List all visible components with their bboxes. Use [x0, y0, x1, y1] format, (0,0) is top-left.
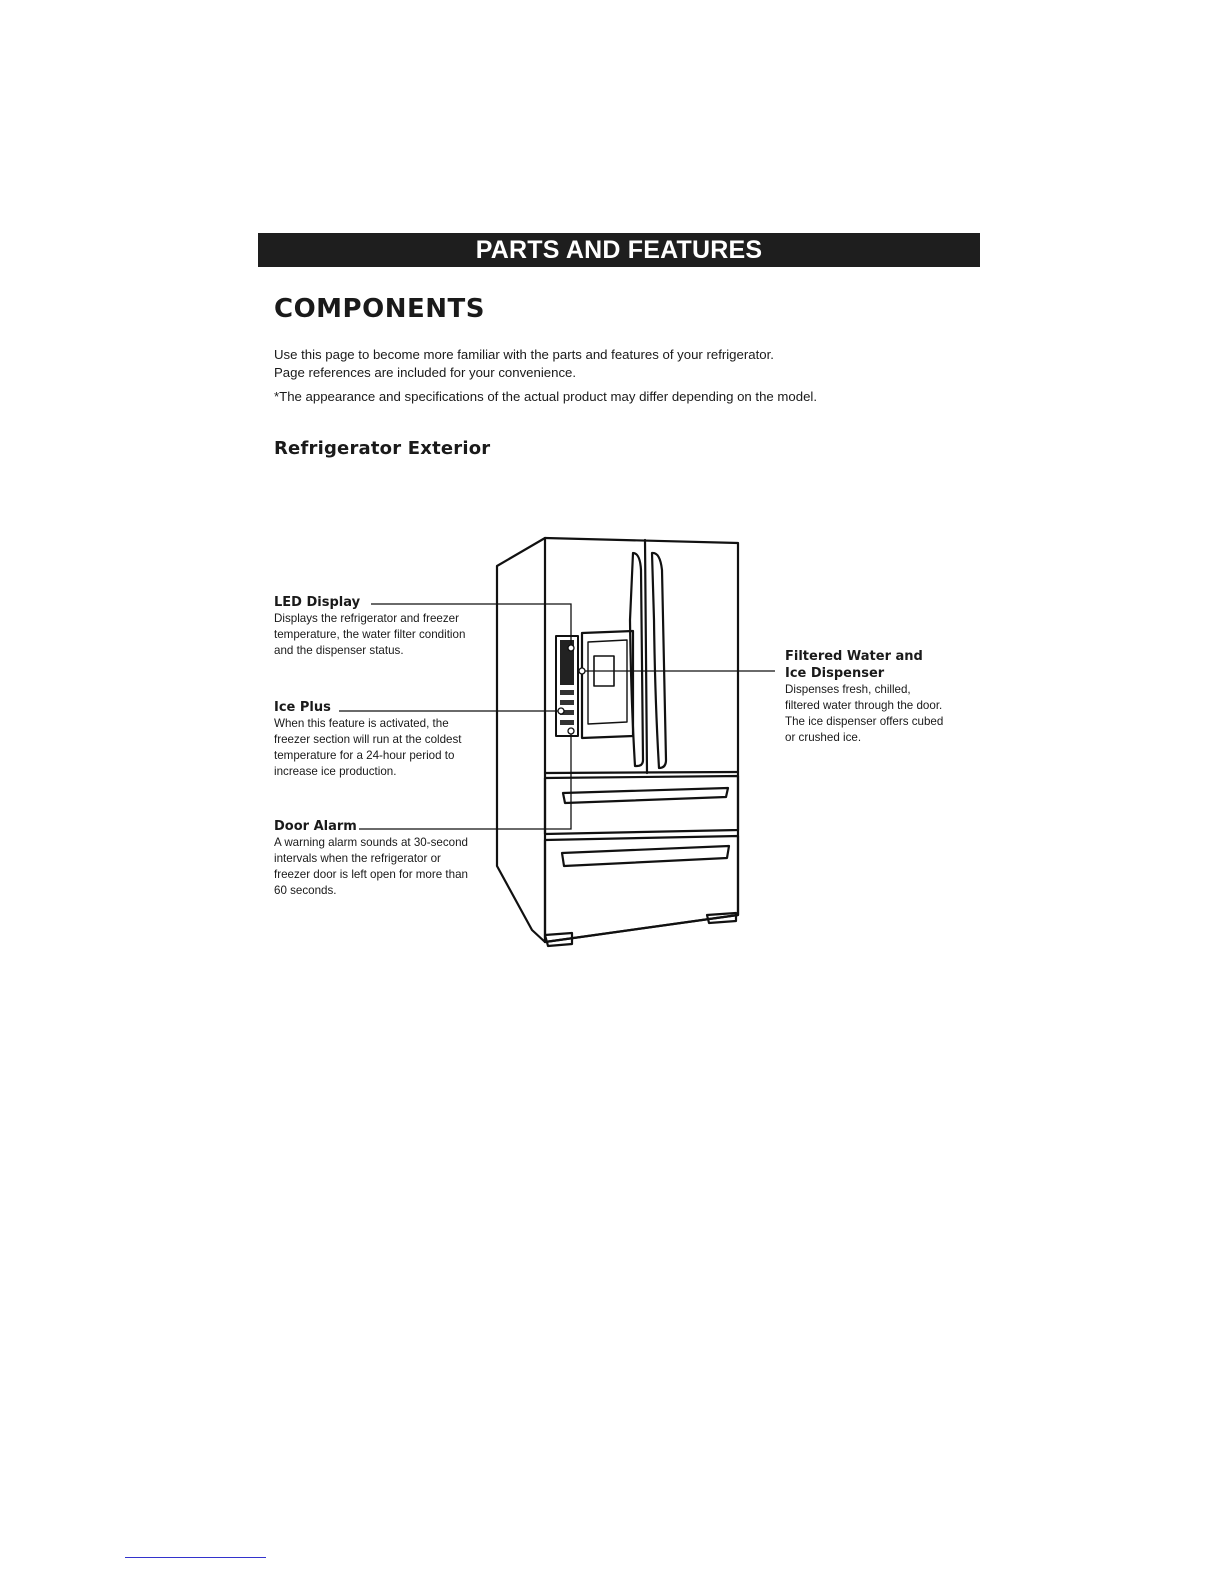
upper-drawer: [545, 776, 738, 834]
callout-description: A warning alarm sounds at 30-second intervals when the refrigerator or freezer door is left open for more than 60 seconds.: [274, 836, 468, 897]
callout-ice-plus: [274, 699, 474, 780]
callout-title: LED Display: [274, 595, 361, 610]
control-button: [560, 690, 574, 695]
callout-description: When this feature is activated, the freezer section will run at the coldest temperature for a 24-hour period to increase ice production.: [274, 717, 462, 778]
callout-door-alarm: [274, 818, 474, 899]
ice-plus-callout-dot: [558, 708, 564, 714]
dispenser-callout-dot: [579, 668, 585, 674]
lower-drawer-handle: [562, 846, 729, 866]
callout-description: Dispenses fresh, chilled, filtered water through the door. The ice dispenser offers cubed or crushed ice.: [785, 683, 944, 744]
disclaimer-note: *The appearance and specifications of the actual product may differ depending on the model.: [274, 389, 817, 404]
control-button: [560, 720, 574, 725]
callout-title: Door Alarm: [274, 819, 357, 834]
page-title: COMPONENTS: [274, 294, 485, 324]
callout-title: Ice Plus: [274, 700, 331, 715]
callout-led-display: [274, 594, 474, 659]
section-banner: PARTS AND FEATURES: [258, 233, 980, 267]
footer-rule: [125, 1557, 266, 1558]
fridge-door-bottom: [545, 772, 738, 773]
intro-line-2: Page references are included for your convenience.: [274, 365, 577, 380]
callout-water-ice-dispenser: [785, 648, 945, 746]
right-door-handle: [652, 553, 666, 768]
door-alarm-callout-dot: [568, 728, 574, 734]
intro-line-1: Use this page to become more familiar with the parts and features of your refrigerator.: [274, 347, 774, 362]
subsection-title: Refrigerator Exterior: [274, 438, 491, 459]
callout-title: Filtered Water and Ice Dispenser: [785, 649, 923, 681]
door-split: [645, 540, 647, 773]
led-callout-dot: [568, 645, 574, 651]
callout-description: Displays the refrigerator and freezer temperature, the water filter condition and the dispenser status.: [274, 612, 466, 657]
control-button: [560, 700, 574, 705]
upper-drawer-handle: [563, 788, 728, 803]
fridge-side-panel: [497, 538, 545, 942]
